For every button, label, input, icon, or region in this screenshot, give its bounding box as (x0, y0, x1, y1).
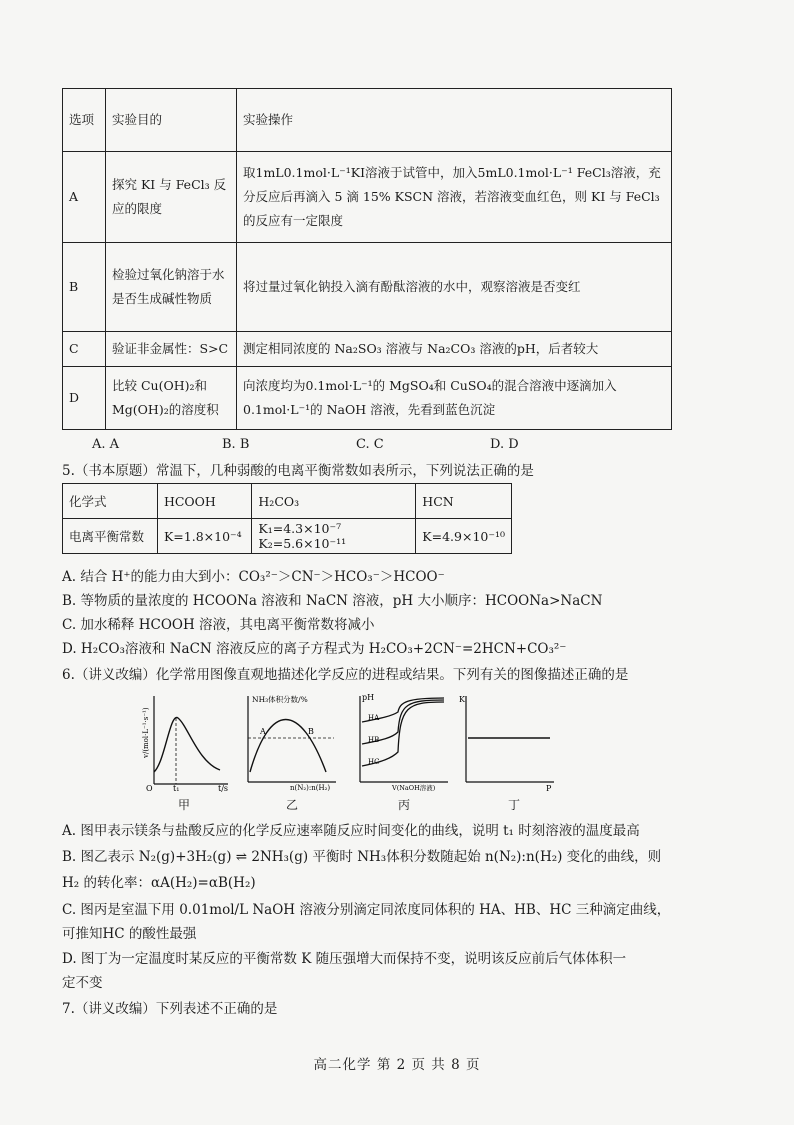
q6-stem: 6.（讲义改编）化学常用图像直观地描述化学反应的进程或结果。下列有关的图像描述正确的是 (62, 667, 629, 683)
table-cell: H₂CO₃ (252, 484, 416, 519)
jia-t1: t₁ (173, 784, 180, 792)
table-cell: 化学式 (63, 484, 158, 519)
table-cell: 电离平衡常数 (63, 519, 158, 554)
header-purpose: 实验目的 (106, 89, 237, 152)
table-header-row (63, 89, 672, 152)
row-operation: 取1mL0.1mol·L⁻¹KI溶液于试管中，加入5mL0.1mol·L⁻¹ FeCl₃溶液，充分反应后再滴入 5 滴 15% KSCN 溶液，若溶液变血红色，则 KI 与 FeCl₃ 的反应有一定限度 (237, 152, 672, 243)
table-cell: HCN (416, 484, 512, 519)
q7-stem: 7.（讲义改编）下列表述不正确的是 (62, 1001, 278, 1017)
table-cell: K=4.9×10⁻¹⁰ (416, 519, 512, 554)
table-cell: HCOOH (157, 484, 251, 519)
row-purpose: 检验过氧化钠溶于水是否生成碱性物质 (106, 243, 237, 332)
bing-curve-hb: HB (368, 736, 380, 744)
figure-bing (352, 692, 452, 792)
figure-label-bing: 丙 (398, 798, 411, 812)
jia-xlabel: t/s (218, 784, 229, 792)
yi-ylabel: NH₃体积分数/% (252, 695, 308, 704)
bing-curve-hc: HC (368, 758, 380, 766)
q6-option-b-cont: H₂ 的转化率：αA(H₂)=αB(H₂) (62, 875, 256, 891)
header-operation: 实验操作 (237, 89, 672, 152)
q5-option-d[interactable]: D. H₂CO₃溶液和 NaCN 溶液反应的离子方程式为 H₂CO₃+2CN⁻=2HCN+CO₃²⁻ (62, 641, 567, 657)
row-operation: 测定相同浓度的 Na₂SO₃ 溶液与 Na₂CO₃ 溶液的pH，后者较大 (237, 332, 672, 367)
bing-curve-ha: HA (368, 714, 380, 722)
ding-ylabel: K (459, 695, 465, 704)
q5-option-b[interactable]: B. 等物质的量浓度的 HCOONa 溶液和 NaCN 溶液，pH 大小顺序：HCOONa>NaCN (62, 593, 603, 609)
q4-option-c[interactable]: C. C (356, 437, 384, 452)
jia-ylabel: v/(mol·L⁻¹·s⁻¹) (142, 707, 150, 758)
row-option: A (63, 152, 106, 243)
row-option: B (63, 243, 106, 332)
figure-yi (240, 692, 340, 792)
table-row (63, 152, 672, 243)
jia-origin: O (146, 784, 153, 792)
table-row (63, 367, 672, 430)
ionization-constant-table (62, 483, 512, 554)
row-option: C (63, 332, 106, 367)
bing-xlabel: V(NaOH溶液) (392, 784, 436, 792)
q5-stem: 5.（书本原题）常温下，几种弱酸的电离平衡常数如表所示，下列说法正确的是 (62, 463, 534, 479)
figure-label-yi: 乙 (286, 798, 299, 812)
ding-xlabel: P (546, 784, 552, 792)
table-row (63, 332, 672, 367)
table-row (63, 243, 672, 332)
figure-label-jia: 甲 (178, 798, 191, 812)
experiment-table (62, 88, 672, 430)
yi-point-a: A (260, 727, 266, 736)
q6-option-d[interactable]: D. 图丁为一定温度时某反应的平衡常数 K 随压强增大而保持不变，说明该反应前后气体体积一 (62, 951, 627, 967)
q6-option-d-cont: 定不变 (62, 975, 103, 991)
table-cell: K₁=4.3×10⁻⁷ K₂=5.6×10⁻¹¹ (252, 519, 416, 554)
row-operation: 向浓度均为0.1mol·L⁻¹的 MgSO₄和 CuSO₄的混合溶液中逐滴加入 0.1mol·L⁻¹的 NaOH 溶液，先看到蓝色沉淀 (237, 367, 672, 430)
row-option: D (63, 367, 106, 430)
row-purpose: 比较 Cu(OH)₂和 Mg(OH)₂的溶度积 (106, 367, 237, 430)
figure-ding (458, 692, 558, 792)
bing-ylabel: pH (362, 693, 375, 702)
q4-option-a[interactable]: A. A (92, 437, 120, 452)
q5-option-c[interactable]: C. 加水稀释 HCOOH 溶液，其电离平衡常数将减小 (62, 617, 375, 633)
q6-option-c[interactable]: C. 图丙是室温下用 0.01mol/L NaOH 溶液分别滴定同浓度同体积的 HA、HB、HC 三种滴定曲线， (62, 902, 671, 918)
table-cell: K=1.8×10⁻⁴ (157, 519, 251, 554)
table-row (63, 519, 512, 554)
q5-option-a[interactable]: A. 结合 H⁺的能力由大到小：CO₃²⁻＞CN⁻＞HCO₃⁻＞HCOO⁻ (62, 569, 445, 585)
figure-label-ding: 丁 (508, 798, 521, 812)
yi-point-b: B (308, 727, 314, 736)
q6-option-b[interactable]: B. 图乙表示 N₂(g)+3H₂(g) ⇌ 2NH₃(g) 平衡时 NH₃体积分数随起始 n(N₂):n(H₂) 变化的曲线，则 (62, 849, 662, 865)
yi-xlabel: n(N₂):n(H₂) (290, 784, 331, 792)
row-purpose: 验证非金属性：S>C (106, 332, 237, 367)
header-option: 选项 (63, 89, 106, 152)
row-operation: 将过量过氧化钠投入滴有酚酞溶液的水中，观察溶液是否变红 (237, 243, 672, 332)
q6-option-a[interactable]: A. 图甲表示镁条与盐酸反应的化学反应速率随反应时间变化的曲线，说明 t₁ 时刻溶液的温度最高 (62, 823, 640, 839)
q4-option-b[interactable]: B. B (222, 437, 250, 452)
table-row (63, 484, 512, 519)
figure-jia (140, 692, 232, 792)
q4-option-d[interactable]: D. D (490, 437, 519, 452)
row-purpose: 探究 KI 与 FeCl₃ 反应的限度 (106, 152, 237, 243)
q6-option-c-cont: 可推知HC 的酸性最强 (62, 926, 197, 942)
page-footer: 高二化学 第 2 页 共 8 页 (313, 1057, 481, 1073)
